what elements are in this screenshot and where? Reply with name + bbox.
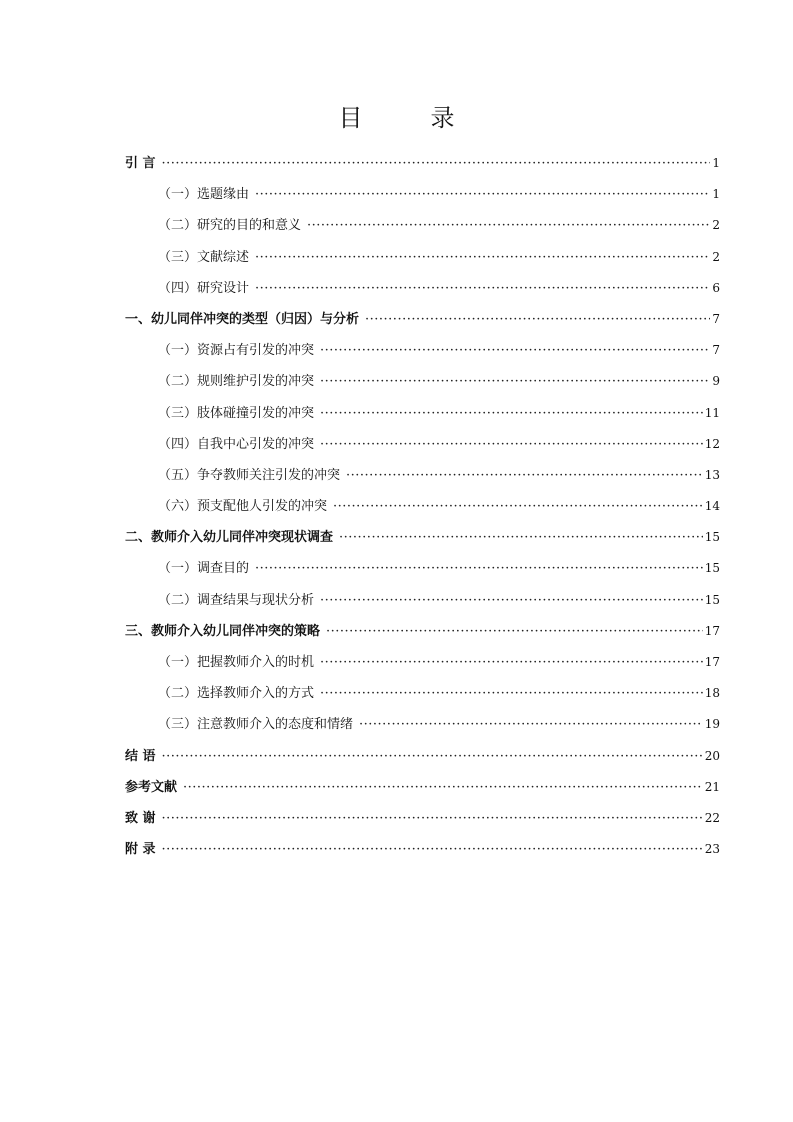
toc-entry[interactable] (125, 557, 720, 588)
toc-entry-page: 15 (704, 530, 720, 545)
toc-entry[interactable] (125, 807, 720, 838)
dot-leader (320, 343, 710, 358)
toc-entry-page: 20 (704, 748, 720, 763)
toc-entry[interactable] (125, 402, 720, 433)
toc-entry[interactable] (125, 620, 720, 651)
toc-entry-page: 9 (712, 374, 720, 389)
toc-entry-label: （六）预支配他人引发的冲突 (158, 499, 328, 515)
toc-entry-label: （一）调查目的 (158, 561, 250, 577)
dot-leader (320, 686, 703, 701)
toc-entry-page: 6 (712, 280, 720, 295)
dot-leader (326, 624, 703, 639)
toc-entry[interactable] (125, 776, 720, 807)
toc-entry-page: 12 (704, 436, 720, 451)
page-title: 目 录 (338, 104, 477, 132)
toc-entry-label: （二）调查结果与现状分析 (158, 592, 315, 608)
dot-leader (255, 250, 710, 265)
dot-leader (255, 281, 710, 296)
dot-leader (339, 530, 703, 545)
toc-entry[interactable] (125, 495, 720, 526)
dot-leader (320, 655, 703, 670)
toc-entry[interactable] (125, 745, 720, 776)
toc-entry-page: 15 (704, 561, 720, 576)
toc-entry-label: 参考文献 (125, 779, 178, 795)
toc-entry-label: 一、幼儿同伴冲突的类型（归因）与分析 (125, 311, 360, 327)
dot-leader (359, 717, 703, 732)
toc-entry[interactable] (125, 370, 720, 401)
dot-leader (255, 561, 703, 576)
toc-entry[interactable] (125, 433, 720, 464)
dot-leader (162, 749, 703, 764)
toc-entry-label: （二）选择教师介入的方式 (158, 686, 315, 702)
dot-leader (320, 593, 703, 608)
dot-leader (320, 406, 703, 421)
toc-entry-label: （二）规则维护引发的冲突 (158, 374, 315, 390)
toc-entry-page: 1 (712, 187, 720, 202)
toc-entry-page: 1 (712, 156, 720, 170)
dot-leader (162, 842, 703, 857)
dot-leader (307, 218, 710, 233)
toc-entry-label: （一）把握教师介入的时机 (158, 655, 315, 670)
toc-entry-label: （三）文献综述 (158, 249, 250, 265)
toc-entry[interactable] (125, 183, 720, 214)
table-of-contents (125, 152, 720, 869)
toc-entry-label: （四）研究设计 (158, 280, 250, 296)
toc-entry[interactable] (125, 838, 720, 869)
toc-entry[interactable] (125, 214, 720, 245)
toc-entry[interactable] (125, 152, 720, 183)
toc-entry-label: （四）自我中心引发的冲突 (158, 436, 315, 452)
toc-entry-page: 11 (704, 405, 720, 420)
toc-entry[interactable] (125, 339, 720, 370)
toc-entry-page: 23 (704, 842, 720, 857)
toc-entry-page: 21 (704, 779, 720, 794)
toc-entry-label: （一）资源占有引发的冲突 (158, 343, 315, 359)
dot-leader (320, 437, 703, 452)
toc-entry[interactable] (125, 682, 720, 713)
toc-entry-page: 7 (712, 311, 720, 326)
toc-entry-page: 22 (704, 810, 720, 825)
toc-entry-page: 2 (712, 249, 720, 264)
dot-leader (346, 468, 703, 483)
toc-entry-page: 18 (704, 686, 720, 701)
toc-entry-label: 致 谢 (125, 810, 156, 826)
dot-leader (162, 156, 711, 171)
toc-entry-label: （五）争夺教师关注引发的冲突 (158, 467, 341, 483)
toc-entry[interactable] (125, 464, 720, 495)
toc-entry[interactable] (125, 308, 720, 339)
toc-entry[interactable] (125, 277, 720, 308)
toc-entry-page: 19 (704, 717, 720, 732)
dot-leader (365, 312, 710, 327)
toc-entry-label: （三）注意教师介入的态度和情绪 (158, 717, 354, 733)
toc-entry-label: （三）肢体碰撞引发的冲突 (158, 405, 315, 421)
toc-entry-label: （二）研究的目的和意义 (158, 218, 302, 234)
toc-entry-label: 三、教师介入幼儿同伴冲突的策略 (125, 623, 321, 639)
dot-leader (333, 499, 703, 514)
toc-entry-label: （一）选题缘由 (158, 187, 250, 203)
dot-leader (320, 374, 710, 389)
dot-leader (162, 811, 703, 826)
toc-entry-page: 17 (704, 623, 720, 638)
toc-entry-page: 14 (704, 499, 720, 514)
toc-entry-page: 7 (712, 343, 720, 358)
toc-entry[interactable] (125, 651, 720, 682)
toc-entry-label: 结 语 (125, 748, 156, 764)
toc-entry-label: 引 言 (125, 156, 156, 171)
dot-leader (183, 780, 703, 795)
toc-entry-label: 附 录 (125, 842, 156, 858)
toc-entry-page: 15 (704, 592, 720, 607)
toc-entry-page: 17 (704, 655, 720, 669)
toc-entry[interactable] (125, 589, 720, 620)
toc-entry-label: 二、教师介入幼儿同伴冲突现状调查 (125, 530, 334, 546)
toc-entry-page: 13 (704, 467, 720, 482)
toc-entry[interactable] (125, 526, 720, 557)
dot-leader (255, 187, 710, 202)
toc-entry[interactable] (125, 246, 720, 277)
toc-entry-page: 2 (712, 218, 720, 233)
toc-entry[interactable] (125, 713, 720, 744)
